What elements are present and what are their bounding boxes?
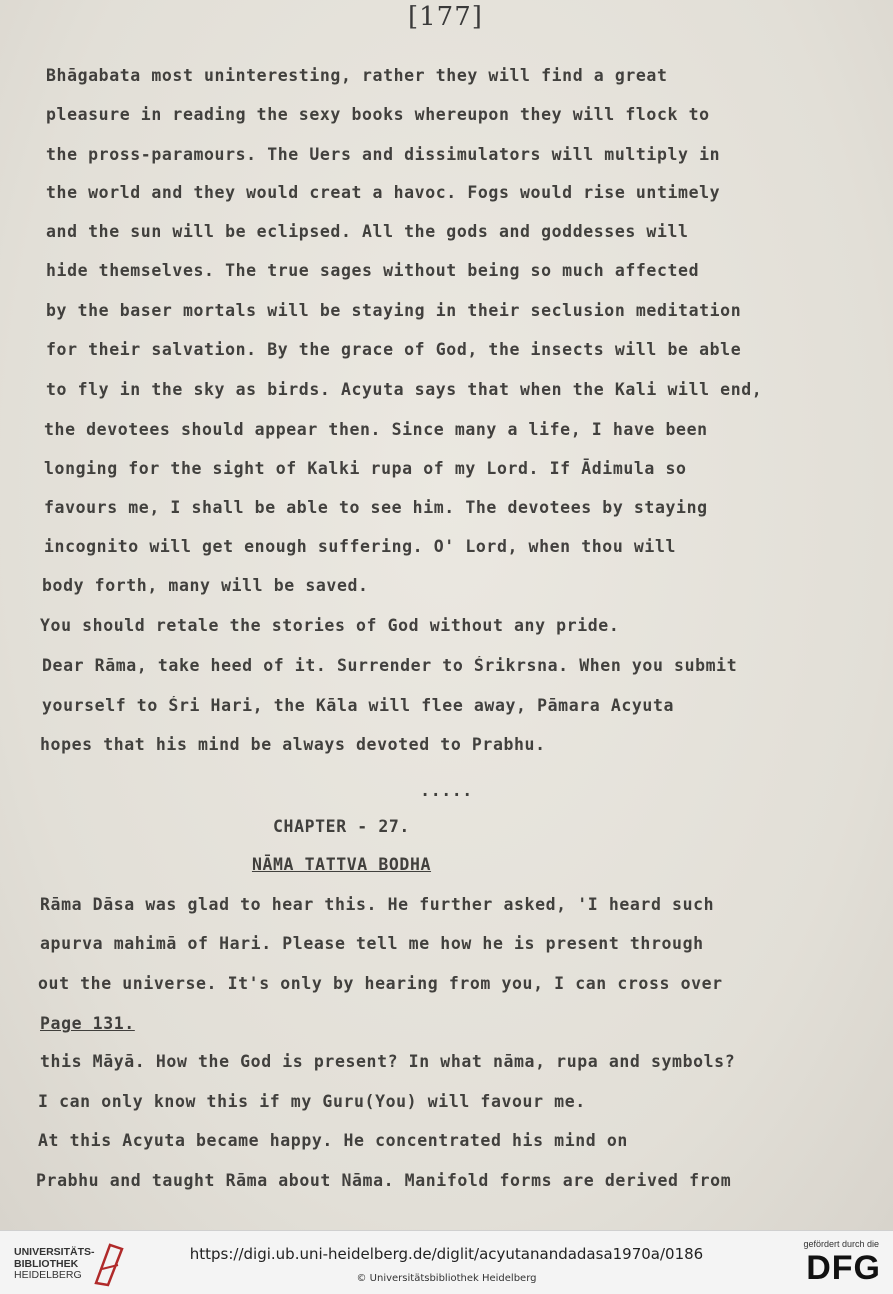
page-marker: Page 131. xyxy=(40,1014,135,1033)
document-url-link[interactable]: https://digi.ub.uni-heidelberg.de/diglit/acyutanandadasa1970a/0186 xyxy=(189,1245,704,1263)
chapter-title: CHAPTER - 27. xyxy=(273,817,410,836)
institution-line-2: BIBLIOTHEK xyxy=(14,1257,79,1270)
body-text-line-17: yourself to Śri Hari, the Kāla will flee away, Pāmara Acyuta xyxy=(42,696,675,715)
chapter-text-line-3: out the universe. It's only by hearing from you, I can cross over xyxy=(38,974,723,993)
dfg-logo[interactable]: DFG xyxy=(806,1249,881,1287)
body-text-line-7: by the baser mortals will be staying in their seclusion meditation xyxy=(46,301,742,320)
copyright-notice: © Universitätsbibliothek Heidelberg xyxy=(356,1273,537,1284)
funder-note: gefördert durch die xyxy=(803,1239,879,1249)
institution-line-3: HEIDELBERG xyxy=(14,1269,82,1281)
continuation-text-line-2: I can only know this if my Guru(You) will favour me. xyxy=(38,1092,586,1111)
section-separator: ..... xyxy=(420,781,473,800)
body-text-line-13: incognito will get enough suffering. O' Lord, when thou will xyxy=(44,537,677,556)
body-text-line-3: the pross-paramours. The Uers and dissimulators will multiply in xyxy=(46,145,721,164)
body-text-line-16: Dear Rāma, take heed of it. Surrender to Śrikrsna. When you submit xyxy=(42,656,738,675)
continuation-text-line-1: this Māyā. How the God is present? In what nāma, rupa and symbols? xyxy=(40,1052,736,1071)
body-text-line-11: longing for the sight of Kalki rupa of my Lord. If Ādimula so xyxy=(44,459,687,478)
body-text-line-10: the devotees should appear then. Since many a life, I have been xyxy=(44,420,708,439)
body-text-line-9: to fly in the sky as birds. Acyuta says that when the Kali will end, xyxy=(46,380,763,399)
institution-line-1: UNIVERSITÄTS- xyxy=(14,1246,95,1258)
body-text-line-18: hopes that his mind be always devoted to Prabhu. xyxy=(40,735,546,754)
body-text-line-14: body forth, many will be saved. xyxy=(42,576,369,595)
chapter-text-line-2: apurva mahimā of Hari. Please tell me how he is present through xyxy=(40,934,704,953)
continuation-text-line-4: Prabhu and taught Rāma about Nāma. Manifold forms are derived from xyxy=(36,1171,732,1190)
chapter-text-line-1: Rāma Dāsa was glad to hear this. He further asked, 'I heard such xyxy=(40,895,715,914)
body-text-line-15: You should retale the stories of God without any pride. xyxy=(40,616,620,635)
page-number: [177] xyxy=(408,2,483,32)
continuation-text-line-3: At this Acyuta became happy. He concentrated his mind on xyxy=(38,1131,628,1150)
body-text-line-2: pleasure in reading the sexy books whereupon they will flock to xyxy=(46,105,710,124)
body-text-line-8: for their salvation. By the grace of God, the insects will be able xyxy=(46,340,742,359)
footer-bar xyxy=(0,1230,893,1294)
body-text-line-5: and the sun will be eclipsed. All the gods and goddesses will xyxy=(46,222,689,241)
body-text-line-1: Bhāgabata most uninteresting, rather they will find a great xyxy=(46,66,668,85)
body-text-line-4: the world and they would creat a havoc. Fogs would rise untimely xyxy=(46,183,721,202)
body-text-line-12: favours me, I shall be able to see him. The devotees by staying xyxy=(44,498,708,517)
body-text-line-6: hide themselves. The true sages without being so much affected xyxy=(46,261,700,280)
chapter-subtitle: NĀMA TATTVA BODHA xyxy=(251,855,432,874)
